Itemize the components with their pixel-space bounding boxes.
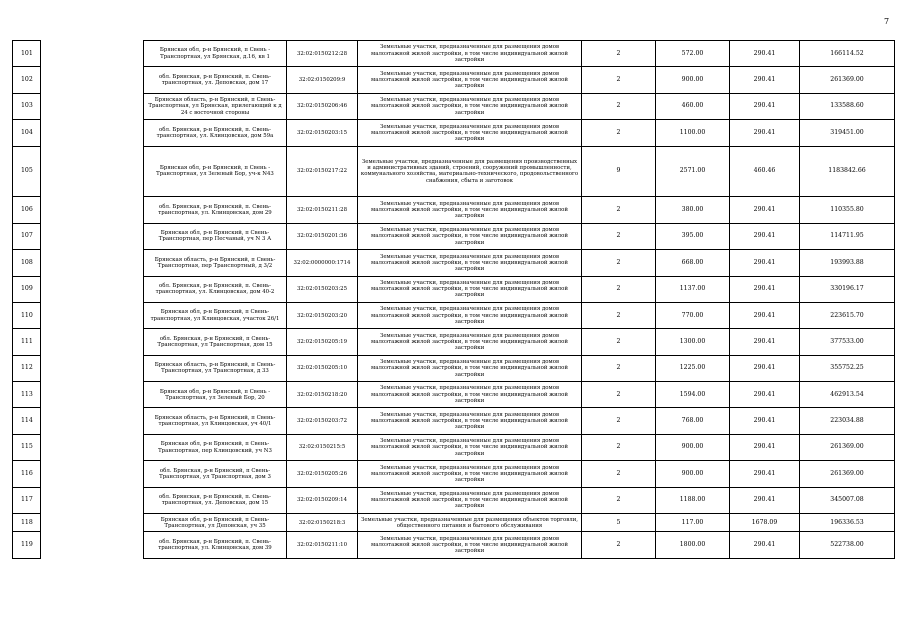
row-number: 107 bbox=[13, 223, 41, 249]
spacer-cell bbox=[41, 408, 144, 434]
cadastral-value-cell: 462913.54 bbox=[800, 382, 895, 408]
rate-cell: 290.41 bbox=[730, 197, 800, 223]
cadastral-number-cell: 32:02:0150215:5 bbox=[287, 434, 358, 460]
table-row bbox=[13, 408, 895, 434]
rate-cell: 290.41 bbox=[730, 382, 800, 408]
address-cell: обл. Брянская, р-н Брянский, п. Свень-транспортная, ул. Клинцовская, дом 29 bbox=[144, 197, 287, 223]
address-cell: Брянская обл, р-н Брянский, п Свень-Транспортная, пер Клинцовский, уч N3 bbox=[144, 434, 287, 460]
row-number: 101 bbox=[13, 41, 41, 67]
land-use-cell: Земельные участки, предназначенные для размещения домов малоэтажной жилой застройки, в том числе индивидуальной жилой застройки bbox=[358, 197, 582, 223]
row-number: 103 bbox=[13, 93, 41, 119]
spacer-cell bbox=[41, 382, 144, 408]
address-cell: Брянская область, р-н Брянский, п Свень-Транспортная, ул Транспортная, д 33 bbox=[144, 355, 287, 381]
row-number: 110 bbox=[13, 302, 41, 328]
address-cell: Брянская обл, р-н Брянский, п Свень - Транспортная, ул Зеленый Бор, 20 bbox=[144, 382, 287, 408]
rate-cell: 290.41 bbox=[730, 93, 800, 119]
cadastral-value-cell: 223034.88 bbox=[800, 408, 895, 434]
cadastral-value-cell: 330196.17 bbox=[800, 276, 895, 302]
area-cell: 1225.00 bbox=[656, 355, 730, 381]
address-cell: Брянская область, р-н Брянский, п Свень-Транспортная, ул Брянская, прилегающий к д 24 с восточной стороны bbox=[144, 93, 287, 119]
area-cell: 900.00 bbox=[656, 67, 730, 93]
row-number: 102 bbox=[13, 67, 41, 93]
cadastral-number-cell: 32:02:0150217:22 bbox=[287, 146, 358, 197]
cadastral-number-cell: 32:02:0150203:20 bbox=[287, 302, 358, 328]
cadastral-value-cell: 261369.00 bbox=[800, 67, 895, 93]
table-row bbox=[13, 223, 895, 249]
spacer-cell bbox=[41, 67, 144, 93]
rate-cell: 290.41 bbox=[730, 67, 800, 93]
group-cell: 2 bbox=[582, 120, 656, 146]
page-number: 7 bbox=[884, 17, 890, 26]
rate-cell: 290.41 bbox=[730, 329, 800, 355]
spacer-cell bbox=[41, 532, 144, 558]
row-number: 113 bbox=[13, 382, 41, 408]
group-cell: 2 bbox=[582, 355, 656, 381]
cadastral-number-cell: 32:02:0150211:28 bbox=[287, 197, 358, 223]
area-cell: 395.00 bbox=[656, 223, 730, 249]
row-number: 116 bbox=[13, 461, 41, 487]
area-cell: 1594.00 bbox=[656, 382, 730, 408]
group-cell: 2 bbox=[582, 67, 656, 93]
cadastral-value-cell: 193993.88 bbox=[800, 250, 895, 276]
address-cell: обл. Брянская, р-н Брянский, п. Свень-транспортная, ул. Деповская, дом 17 bbox=[144, 67, 287, 93]
table-row bbox=[13, 67, 895, 93]
group-cell: 2 bbox=[582, 302, 656, 328]
spacer-cell bbox=[41, 197, 144, 223]
cadastral-number-cell: 32:02:0150203:25 bbox=[287, 276, 358, 302]
area-cell: 117.00 bbox=[656, 514, 730, 532]
cadastral-number-cell: 32:02:0150218:3 bbox=[287, 514, 358, 532]
group-cell: 2 bbox=[582, 41, 656, 67]
table-row bbox=[13, 329, 895, 355]
rate-cell: 1678.09 bbox=[730, 514, 800, 532]
cadastral-value-cell: 377533.00 bbox=[800, 329, 895, 355]
table-row bbox=[13, 93, 895, 119]
row-number: 117 bbox=[13, 487, 41, 513]
row-number: 104 bbox=[13, 120, 41, 146]
address-cell: Брянская обл, р-н Брянский, п Свень-Транспортная, ул Деповская, уч 35 bbox=[144, 514, 287, 532]
table-row bbox=[13, 146, 895, 197]
area-cell: 770.00 bbox=[656, 302, 730, 328]
spacer-cell bbox=[41, 487, 144, 513]
row-number: 112 bbox=[13, 355, 41, 381]
land-use-cell: Земельные участки, предназначенные для размещения домов малоэтажной жилой застройки, в том числе индивидуальной жилой застройки bbox=[358, 532, 582, 558]
group-cell: 2 bbox=[582, 532, 656, 558]
row-number: 109 bbox=[13, 276, 41, 302]
land-use-cell: Земельные участки, предназначенные для размещения домов малоэтажной жилой застройки, в том числе индивидуальной жилой застройки bbox=[358, 276, 582, 302]
address-cell: Брянская обл, р-н Брянский, п Свень - Транспортная, ул Зеленый Бор, уч-к N43 bbox=[144, 146, 287, 197]
rate-cell: 290.41 bbox=[730, 461, 800, 487]
table-row bbox=[13, 250, 895, 276]
area-cell: 460.00 bbox=[656, 93, 730, 119]
table-row bbox=[13, 434, 895, 460]
area-cell: 2571.00 bbox=[656, 146, 730, 197]
table-body bbox=[13, 41, 895, 559]
area-cell: 900.00 bbox=[656, 461, 730, 487]
address-cell: Брянская область, р-н Брянский, п Свень-Транспортная, пер Транспортный, д 3/2 bbox=[144, 250, 287, 276]
row-number: 106 bbox=[13, 197, 41, 223]
cadastral-number-cell: 32:02:0150218:20 bbox=[287, 382, 358, 408]
row-number: 115 bbox=[13, 434, 41, 460]
address-cell: обл. Брянская, р-н Брянский, п. Свень-транспортная, ул. Клинцовская, дом 39 bbox=[144, 532, 287, 558]
address-cell: обл. Брянская, р-н Брянский, п. Свень-транспортная, ул. Клинцовская, дом 59а bbox=[144, 120, 287, 146]
cadastral-number-cell: 32:02:0150203:15 bbox=[287, 120, 358, 146]
cadastral-number-cell: 32:02:0150212:28 bbox=[287, 41, 358, 67]
address-cell: Брянская обл, р-н Брянский, п Свень - Транспортная, ул Брянская, д.16, кв 1 bbox=[144, 41, 287, 67]
cadastral-value-cell: 355752.25 bbox=[800, 355, 895, 381]
cadastral-number-cell: 32:02:0150211:10 bbox=[287, 532, 358, 558]
spacer-cell bbox=[41, 514, 144, 532]
group-cell: 2 bbox=[582, 461, 656, 487]
cadastral-number-cell: 32:02:0150203:72 bbox=[287, 408, 358, 434]
cadastral-number-cell: 32:02:0150205:26 bbox=[287, 461, 358, 487]
cadastral-value-cell: 345007.08 bbox=[800, 487, 895, 513]
group-cell: 2 bbox=[582, 276, 656, 302]
land-use-cell: Земельные участки, предназначенные для размещения домов малоэтажной жилой застройки, в том числе индивидуальной жилой застройки bbox=[358, 329, 582, 355]
cadastral-value-cell: 319451.00 bbox=[800, 120, 895, 146]
land-use-cell: Земельные участки, предназначенные для размещения домов малоэтажной жилой застройки, в том числе индивидуальной жилой застройки bbox=[358, 67, 582, 93]
area-cell: 380.00 bbox=[656, 197, 730, 223]
address-cell: Брянская обл, р-н Брянский, п Свень-Транспортная, пер Песчаный, уч N 3 А bbox=[144, 223, 287, 249]
land-use-cell: Земельные участки, предназначенные для размещения домов малоэтажной жилой застройки, в том числе индивидуальной жилой застройки bbox=[358, 120, 582, 146]
land-plots-table bbox=[12, 40, 895, 559]
table-row bbox=[13, 382, 895, 408]
group-cell: 9 bbox=[582, 146, 656, 197]
land-use-cell: Земельные участки, предназначенные для размещения домов малоэтажной жилой застройки, в том числе индивидуальной жилой застройки bbox=[358, 461, 582, 487]
cadastral-value-cell: 1183842.66 bbox=[800, 146, 895, 197]
cadastral-value-cell: 166114.52 bbox=[800, 41, 895, 67]
row-number: 111 bbox=[13, 329, 41, 355]
land-use-cell: Земельные участки, предназначенные для размещения домов малоэтажной жилой застройки, в том числе индивидуальной жилой застройки bbox=[358, 487, 582, 513]
group-cell: 2 bbox=[582, 223, 656, 249]
spacer-cell bbox=[41, 434, 144, 460]
spacer-cell bbox=[41, 250, 144, 276]
land-use-cell: Земельные участки, предназначенные для размещения домов малоэтажной жилой застройки, в том числе индивидуальной жилой застройки bbox=[358, 223, 582, 249]
cadastral-value-cell: 133588.60 bbox=[800, 93, 895, 119]
address-cell: Брянская обл, р-н Брянский, п Свень-транспортная, ул Клинцовская, участок 26/1 bbox=[144, 302, 287, 328]
area-cell: 1100.00 bbox=[656, 120, 730, 146]
cadastral-number-cell: 32:02:0000000:1714 bbox=[287, 250, 358, 276]
row-number: 108 bbox=[13, 250, 41, 276]
group-cell: 2 bbox=[582, 250, 656, 276]
land-use-cell: Земельные участки, предназначенные для размещения домов малоэтажной жилой застройки, в том числе индивидуальной жилой застройки bbox=[358, 408, 582, 434]
table-row bbox=[13, 487, 895, 513]
area-cell: 1300.00 bbox=[656, 329, 730, 355]
area-cell: 1188.00 bbox=[656, 487, 730, 513]
cadastral-value-cell: 223615.70 bbox=[800, 302, 895, 328]
spacer-cell bbox=[41, 41, 144, 67]
area-cell: 1137.00 bbox=[656, 276, 730, 302]
table-row bbox=[13, 41, 895, 67]
cadastral-number-cell: 32:02:0150209:14 bbox=[287, 487, 358, 513]
spacer-cell bbox=[41, 93, 144, 119]
cadastral-number-cell: 32:02:0150201:36 bbox=[287, 223, 358, 249]
land-use-cell: Земельные участки, предназначенные для размещения домов малоэтажной жилой застройки, в том числе индивидуальной жилой застройки bbox=[358, 434, 582, 460]
cadastral-value-cell: 522738.00 bbox=[800, 532, 895, 558]
group-cell: 2 bbox=[582, 197, 656, 223]
spacer-cell bbox=[41, 329, 144, 355]
spacer-cell bbox=[41, 223, 144, 249]
land-use-cell: Земельные участки, предназначенные для размещения домов малоэтажной жилой застройки, в том числе индивидуальной жилой застройки bbox=[358, 41, 582, 67]
land-use-cell: Земельные участки, предназначенные для размещения домов малоэтажной жилой застройки, в том числе индивидуальной жилой застройки bbox=[358, 250, 582, 276]
address-cell: обл. Брянская, р-н Брянский, п. Свень-транспортная, ул. Деповская, дом 15 bbox=[144, 487, 287, 513]
rate-cell: 290.41 bbox=[730, 41, 800, 67]
table-row bbox=[13, 276, 895, 302]
table-row bbox=[13, 355, 895, 381]
group-cell: 2 bbox=[582, 434, 656, 460]
table-row bbox=[13, 461, 895, 487]
spacer-cell bbox=[41, 146, 144, 197]
land-use-cell: Земельные участки, предназначенные для размещения домов малоэтажной жилой застройки, в том числе индивидуальной жилой застройки bbox=[358, 93, 582, 119]
rate-cell: 290.41 bbox=[730, 408, 800, 434]
group-cell: 2 bbox=[582, 487, 656, 513]
table-row bbox=[13, 197, 895, 223]
area-cell: 768.00 bbox=[656, 408, 730, 434]
rate-cell: 290.41 bbox=[730, 434, 800, 460]
rate-cell: 290.41 bbox=[730, 250, 800, 276]
group-cell: 2 bbox=[582, 382, 656, 408]
land-use-cell: Земельные участки, предназначенные для размещения объектов торговли, общественного питания и бытового обслуживания bbox=[358, 514, 582, 532]
table-row bbox=[13, 532, 895, 558]
area-cell: 572.00 bbox=[656, 41, 730, 67]
group-cell: 2 bbox=[582, 93, 656, 119]
cadastral-number-cell: 32:02:0150205:10 bbox=[287, 355, 358, 381]
rate-cell: 290.41 bbox=[730, 355, 800, 381]
cadastral-number-cell: 32:02:0150206:46 bbox=[287, 93, 358, 119]
group-cell: 5 bbox=[582, 514, 656, 532]
area-cell: 668.00 bbox=[656, 250, 730, 276]
rate-cell: 290.41 bbox=[730, 302, 800, 328]
group-cell: 2 bbox=[582, 408, 656, 434]
cadastral-value-cell: 196336.53 bbox=[800, 514, 895, 532]
cadastral-value-cell: 114711.95 bbox=[800, 223, 895, 249]
table-row bbox=[13, 120, 895, 146]
cadastral-value-cell: 110355.80 bbox=[800, 197, 895, 223]
rate-cell: 290.41 bbox=[730, 276, 800, 302]
land-use-cell: Земельные участки, предназначенные для размещения производственных и административных зданий, строений, сооружений промышленности, коммунального хозяйства, материально-технического, продовольственного снабжения, сбыта и заготовок bbox=[358, 146, 582, 197]
address-cell: Брянская область, р-н Брянский, п Свень-транспортная, ул Клинцовская, уч 40/1 bbox=[144, 408, 287, 434]
group-cell: 2 bbox=[582, 329, 656, 355]
rate-cell: 290.41 bbox=[730, 223, 800, 249]
spacer-cell bbox=[41, 120, 144, 146]
row-number: 114 bbox=[13, 408, 41, 434]
cadastral-number-cell: 32:02:0150205:19 bbox=[287, 329, 358, 355]
cadastral-value-cell: 261369.00 bbox=[800, 434, 895, 460]
table-row bbox=[13, 514, 895, 532]
address-cell: обл. Брянская, р-н Брянский, п. Свень-транспортная, ул. Клинцовская, дом 40-2 bbox=[144, 276, 287, 302]
rate-cell: 290.41 bbox=[730, 120, 800, 146]
rate-cell: 290.41 bbox=[730, 532, 800, 558]
address-cell: обл. Брянская, р-н Брянский, п Свень-Транспортная, ул Транспортная, дом 15 bbox=[144, 329, 287, 355]
rate-cell: 290.41 bbox=[730, 487, 800, 513]
spacer-cell bbox=[41, 461, 144, 487]
table-row bbox=[13, 302, 895, 328]
land-use-cell: Земельные участки, предназначенные для размещения домов малоэтажной жилой застройки, в том числе индивидуальной жилой застройки bbox=[358, 302, 582, 328]
area-cell: 900.00 bbox=[656, 434, 730, 460]
land-use-cell: Земельные участки, предназначенные для размещения домов малоэтажной жилой застройки, в том числе индивидуальной жилой застройки bbox=[358, 382, 582, 408]
row-number: 118 bbox=[13, 514, 41, 532]
cadastral-number-cell: 32:02:0150209:9 bbox=[287, 67, 358, 93]
spacer-cell bbox=[41, 355, 144, 381]
row-number: 105 bbox=[13, 146, 41, 197]
rate-cell: 460.46 bbox=[730, 146, 800, 197]
spacer-cell bbox=[41, 302, 144, 328]
address-cell: обл. Брянская, р-н Брянский, п Свень-Транспортная, ул Транспортная, дом 3 bbox=[144, 461, 287, 487]
row-number: 119 bbox=[13, 532, 41, 558]
land-use-cell: Земельные участки, предназначенные для размещения домов малоэтажной жилой застройки, в том числе индивидуальной жилой застройки bbox=[358, 355, 582, 381]
cadastral-value-cell: 261369.00 bbox=[800, 461, 895, 487]
area-cell: 1800.00 bbox=[656, 532, 730, 558]
spacer-cell bbox=[41, 276, 144, 302]
